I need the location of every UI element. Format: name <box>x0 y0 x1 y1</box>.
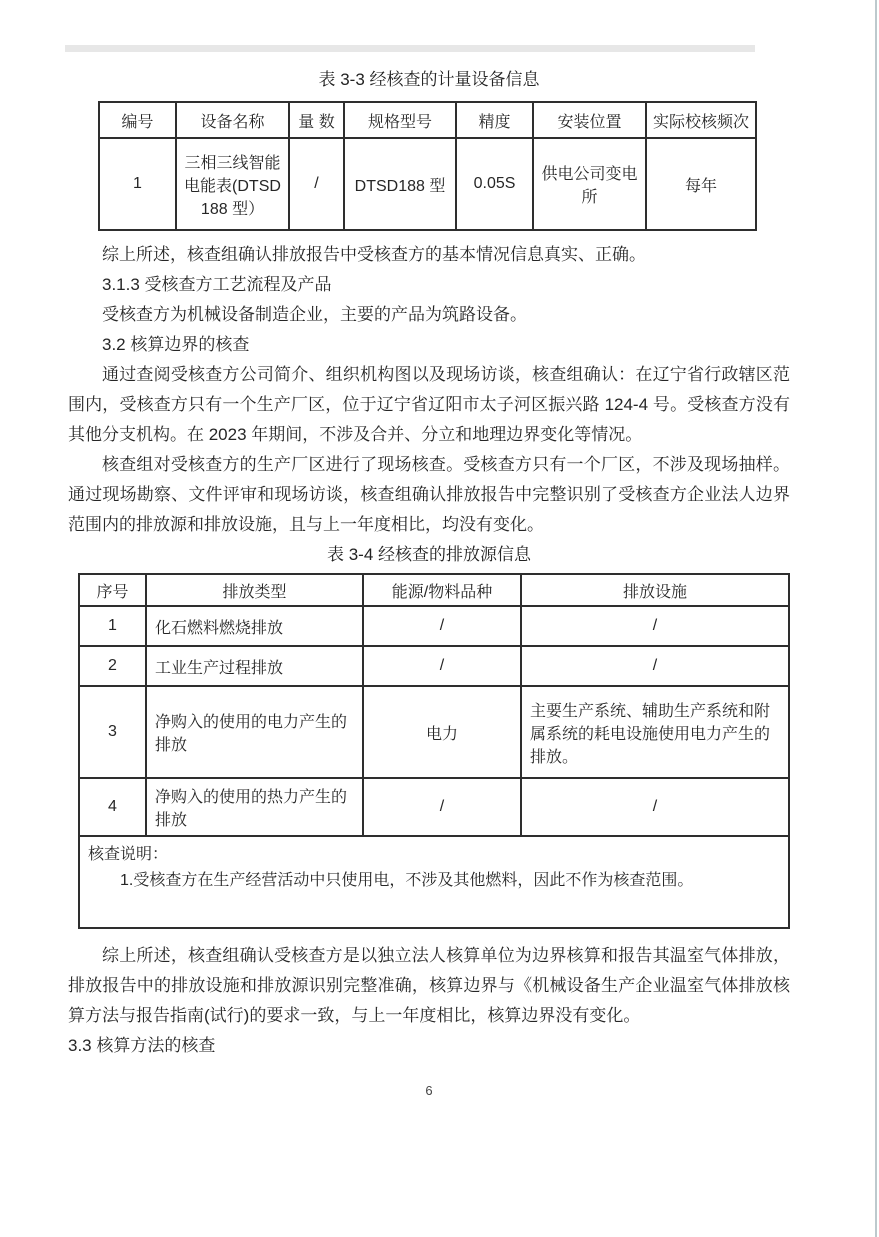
column-header: 量 数 <box>289 102 344 138</box>
table-cell: / <box>521 646 789 686</box>
table-cell: 2 <box>79 646 146 686</box>
table-cell: 主要生产系统、辅助生产系统和附属系统的耗电设施使用电力产生的排放。 <box>521 686 789 778</box>
table-cell: 工业生产过程排放 <box>146 646 363 686</box>
table-cell: 0.05S <box>456 138 533 230</box>
note-body: 1.受核查方在生产经营活动中只使用电，不涉及其他燃料，因此不作为核查范围。 <box>120 872 694 889</box>
heading-3-3: 3.3 核算方法的核查 <box>68 1036 216 1055</box>
table-cell: / <box>521 606 789 646</box>
column-header: 安装位置 <box>533 102 646 138</box>
table-header-row <box>99 102 756 138</box>
page-edge-line <box>875 0 877 1237</box>
table-cell: 1 <box>79 606 146 646</box>
column-header: 排放设施 <box>521 574 789 606</box>
table-cell: 4 <box>79 778 146 836</box>
table-cell: 1 <box>99 138 176 230</box>
paragraph-summary: 综上所述，核查组确认排放报告中受核查方的基本情况信息真实、正确。 <box>102 245 646 264</box>
metering-devices-table <box>98 101 757 231</box>
scan-shadow-strip <box>65 45 755 52</box>
column-header: 设备名称 <box>176 102 289 138</box>
paragraph-products: 受核查方为机械设备制造企业，主要的产品为筑路设备。 <box>102 305 527 324</box>
column-header: 排放类型 <box>146 574 363 606</box>
paragraph-conclusion: 综上所述，核查组确认受核查方是以独立法人核算单位为边界核算和报告其温室气体排放，排放报告中的排放设施和排放源识别完整准确，核算边界与《机械设备生产企业温室气体排放核算方法与报告指南(试行)的要求一致，与上一年度相比，核算边界没有变化。 <box>68 946 790 1025</box>
heading-3-1-3: 3.1.3 受核查方工艺流程及产品 <box>102 275 332 294</box>
column-header: 编号 <box>99 102 176 138</box>
column-header: 实际校核频次 <box>646 102 756 138</box>
table-cell: DTSD188 型 <box>344 138 456 230</box>
table-row <box>79 606 789 646</box>
paragraph-boundary-2: 核查组对受核查方的生产厂区进行了现场核查。受核查方只有一个厂区，不涉及现场抽样。通过现场勘察、文件评审和现场访谈，核查组确认排放报告中完整识别了受核查方企业法人边界范围内的排放源和排放设施，且与上一年度相比，均没有变化。 <box>68 455 790 534</box>
table-cell: 净购入的使用的热力产生的排放 <box>146 778 363 836</box>
column-header: 能源/物料品种 <box>363 574 521 606</box>
table-cell: / <box>289 138 344 230</box>
table-cell: / <box>521 778 789 836</box>
table-cell: 供电公司变电所 <box>533 138 646 230</box>
table-cell: 三相三线智能电能表(DTSD188 型） <box>176 138 289 230</box>
table-cell: / <box>363 606 521 646</box>
emission-sources-table <box>78 573 790 929</box>
table-cell: / <box>363 778 521 836</box>
column-header: 规格型号 <box>344 102 456 138</box>
verification-note-cell <box>79 836 789 928</box>
table-cell: 化石燃料燃烧排放 <box>146 606 363 646</box>
table-3-4-caption: 表 3-4 经核查的排放源信息 <box>326 545 532 564</box>
table-header-row <box>79 574 789 606</box>
table-row <box>79 778 789 836</box>
table-cell: 净购入的使用的电力产生的排放 <box>146 686 363 778</box>
table-cell: 电力 <box>363 686 521 778</box>
table-note-row <box>79 836 789 928</box>
table-row <box>99 138 756 230</box>
table-row <box>79 686 789 778</box>
table-cell: 每年 <box>646 138 756 230</box>
document-content <box>68 68 790 1098</box>
table-3-3-caption: 表 3-3 经核查的计量设备信息 <box>318 70 540 89</box>
column-header: 序号 <box>79 574 146 606</box>
heading-3-2: 3.2 核算边界的核查 <box>102 335 250 354</box>
page-number: 6 <box>425 1083 433 1098</box>
table-row <box>79 646 789 686</box>
note-title: 核查说明： <box>88 846 169 863</box>
column-header: 精度 <box>456 102 533 138</box>
table-cell: 3 <box>79 686 146 778</box>
table-cell: / <box>363 646 521 686</box>
paragraph-boundary-1: 通过查阅受核查方公司简介、组织机构图以及现场访谈，核查组确认：在辽宁省行政辖区范围内，受核查方只有一个生产厂区，位于辽宁省辽阳市太子河区振兴路 124-4 号。受核查方没有其他分支机构。在 2023 年期间，不涉及合并、分立和地理边界变化等情况。 <box>68 365 790 444</box>
